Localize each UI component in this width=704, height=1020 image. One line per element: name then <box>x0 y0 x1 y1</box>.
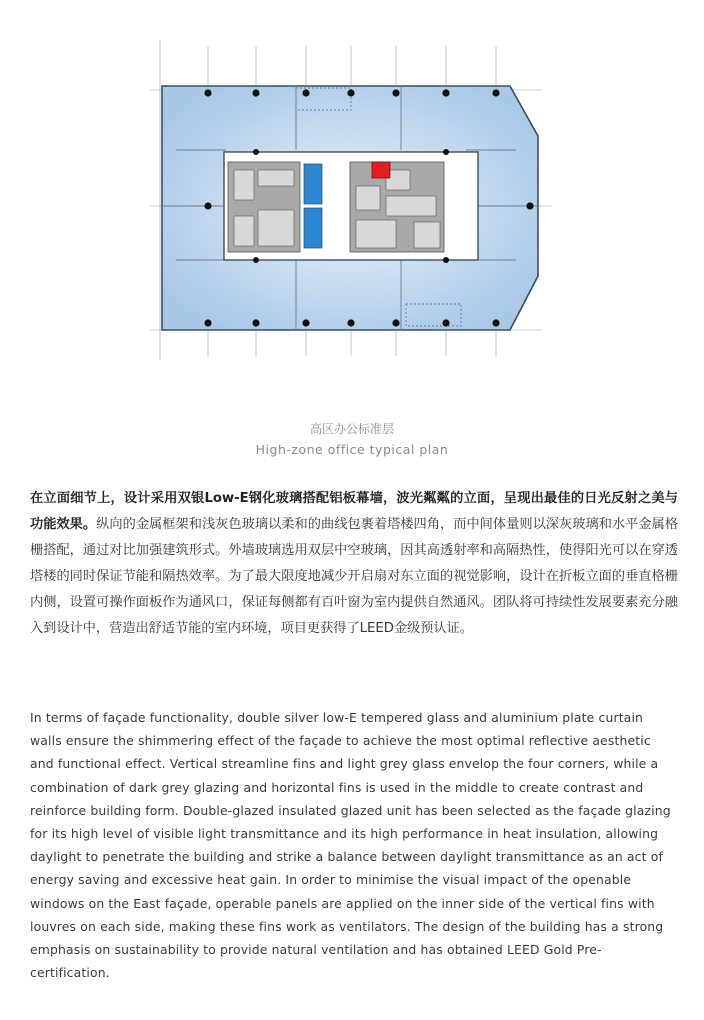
chinese-paragraph-body: 纵向的金属框架和浅灰色玻璃以柔和的曲线包裹着塔楼四角，而中间体量则以深灰玻璃和水平金属格栅搭配，通过对比加强建筑形式。外墙玻璃选用双层中空玻璃，因其高透射率和高隔热性，使得阳光可以在穿透塔楼的同时保证节能和隔热效率。为了最大限度地减少开启扇对东立面的视觉影响，设计在折板立面的垂直格栅内侧，设置可操作面板作为通风口，保证每侧都有百叶窗为室内提供自然通风。团队将可持续性发展要素充分融入到设计中，营造出舒适节能的室内环境，项目更获得了LEED金级预认证。 <box>30 517 679 636</box>
chinese-paragraph-lead: 在立面细节上，设计采用双银Low-E钢化玻璃搭配铝板幕墙，波光粼粼的立面，呈现出最佳的日光反射之美与功能效果。 <box>30 491 678 532</box>
chinese-paragraph <box>30 486 678 642</box>
english-paragraph: In terms of façade functionality, double silver low-E tempered glass and aluminium plate curtain walls ensure the shimmering effect of the façade to achieve the most optimal reflective aesthetic and functional effect. Vertical streamline fins and light grey glass envelop the four corners, while a combination of dark grey glazing and horizontal fins is used in the middle to create contrast and reinforce building form. Double-glazed insulated glazed unit has been selected as the façade glazing for its high level of visible light transmittance and its high performance in heat insulation, allowing daylight to penetrate the building and strike a balance between daylight transmittance as an act of energy saving and excessive heat gain. In order to minimise the visual impact of the openable windows on the East façade, operable panels are applied on the inner side of the vertical fins with louvres on each side, making these fins work as ventilators. The design of the building has a strong emphasis on sustainability to provide natural ventilation and has obtained LEED Gold Pre-certification. <box>30 710 671 981</box>
figure-caption-chinese: 高区办公标准层 <box>309 422 394 436</box>
floor-plan-drawing <box>146 40 556 360</box>
figure-caption-english: High-zone office typical plan <box>255 442 449 457</box>
stair-highlight <box>372 162 390 178</box>
